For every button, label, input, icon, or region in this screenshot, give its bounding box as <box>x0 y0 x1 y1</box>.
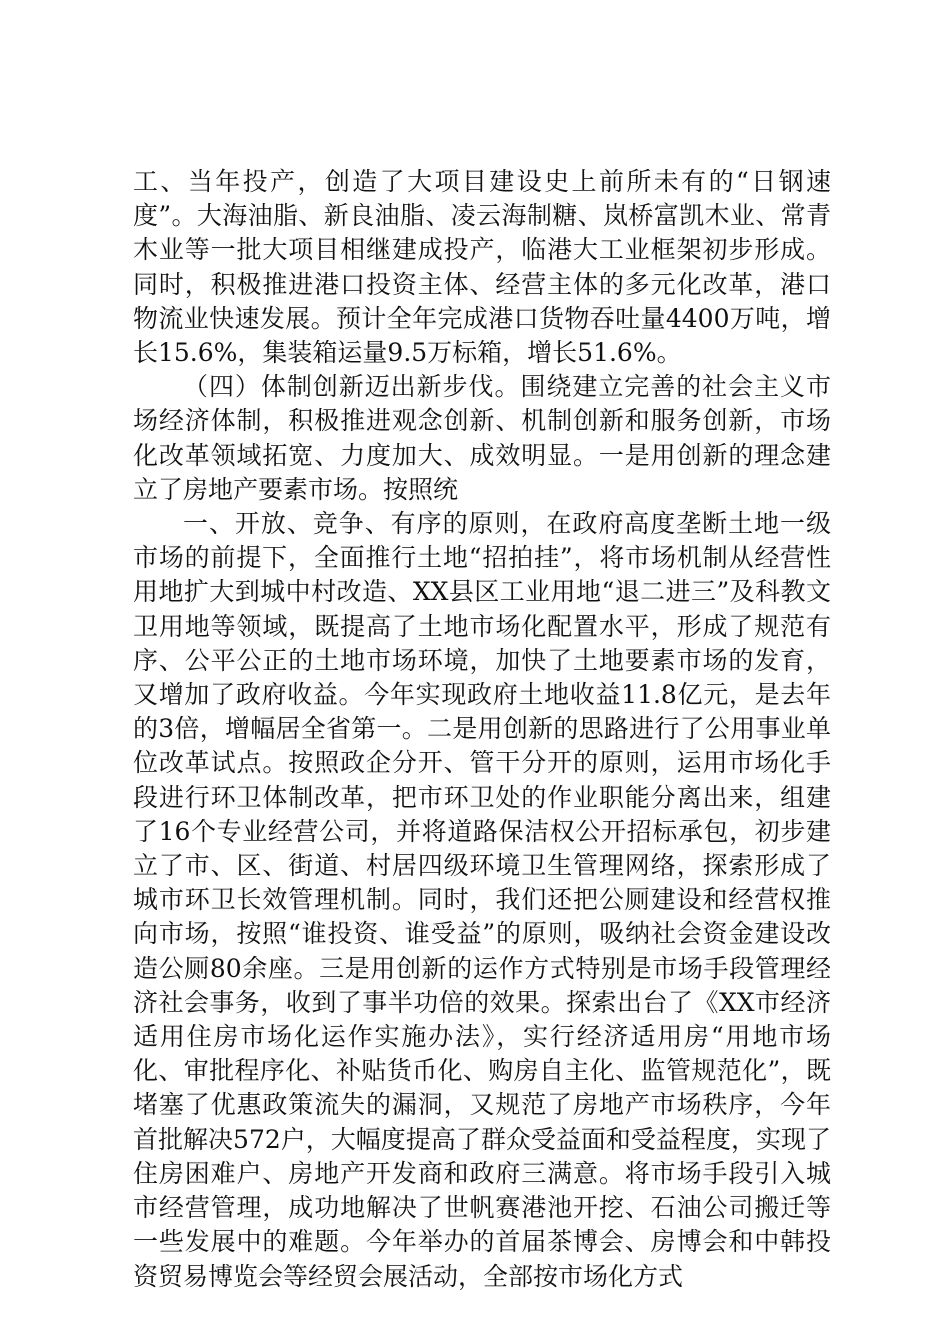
document-page <box>133 165 831 1294</box>
paragraph-2: （四）体制创新迈出新步伐。围绕建立完善的社会主义市场经济体制，积极推进观念创新、机制创新和服务创新，市场化改革领域拓宽、力度加大、成效明显。一是用创新的理念建立了房地产要素市场。按照统 <box>133 372 831 504</box>
paragraph-3: 一、开放、竞争、有序的原则，在政府高度垄断土地一级市场的前提下，全面推行土地“招拍挂”，将市场机制从经营性用地扩大到城中村改造、XX县区工业用地“退二进三”及科教文卫用地等领域，既提高了土地市场化配置水平，形成了规范有序、公平公正的土地市场环境，加快了土地要素市场的发育，又增加了政府收益。今年实现政府土地收益11.8亿元，是去年的3倍，增幅居全省第一。二是用创新的思路进行了公用事业单位改革试点。按照政企分开、管干分开的原则，运用市场化手段进行环卫体制改革，把市环卫处的作业职能分离出来，组建了16个专业经营公司，并将道路保洁权公开招标承包，初步建立了市、区、街道、村居四级环境卫生管理网络，探索形成了城市环卫长效管理机制。同时，我们还把公厕建设和经营权推向市场，按照“谁投资、谁受益”的原则，吸纳社会资金建设改造公厕80余座。三是用创新的运作方式特别是市场手段管理经济社会事务，收到了事半功倍的效果。探索出台了《XX市经济适用住房市场化运作实施办法》，实行经济适用房“用地市场化、审批程序化、补贴货币化、购房自主化、监管规范化”，既堵塞了优惠政策流失的漏洞，又规范了房地产市场秩序，今年首批解决572户，大幅度提高了群众受益面和受益程度，实现了住房困难户、房地产开发商和政府三满意。将市场手段引入城市经营管理，成功地解决了世帆赛港池开挖、石油公司搬迁等一些发展中的难题。今年举办的首届茶博会、房博会和中韩投资贸易博览会等经贸会展活动，全部按市场化方式 <box>133 509 831 1291</box>
paragraph-1: 工、当年投产，创造了大项目建设史上前所未有的“日钢速度”。大海油脂、新良油脂、凌云海制糖、岚桥富凯木业、常青木业等一批大项目相继建成投产，临港大工业框架初步形成。同时，积极推进港口投资主体、经营主体的多元化改革，港口物流业快速发展。预计全年完成港口货物吞吐量4400万吨，增长15.6%，集装箱运量9.5万标箱，增长51.6%。 <box>133 167 831 368</box>
